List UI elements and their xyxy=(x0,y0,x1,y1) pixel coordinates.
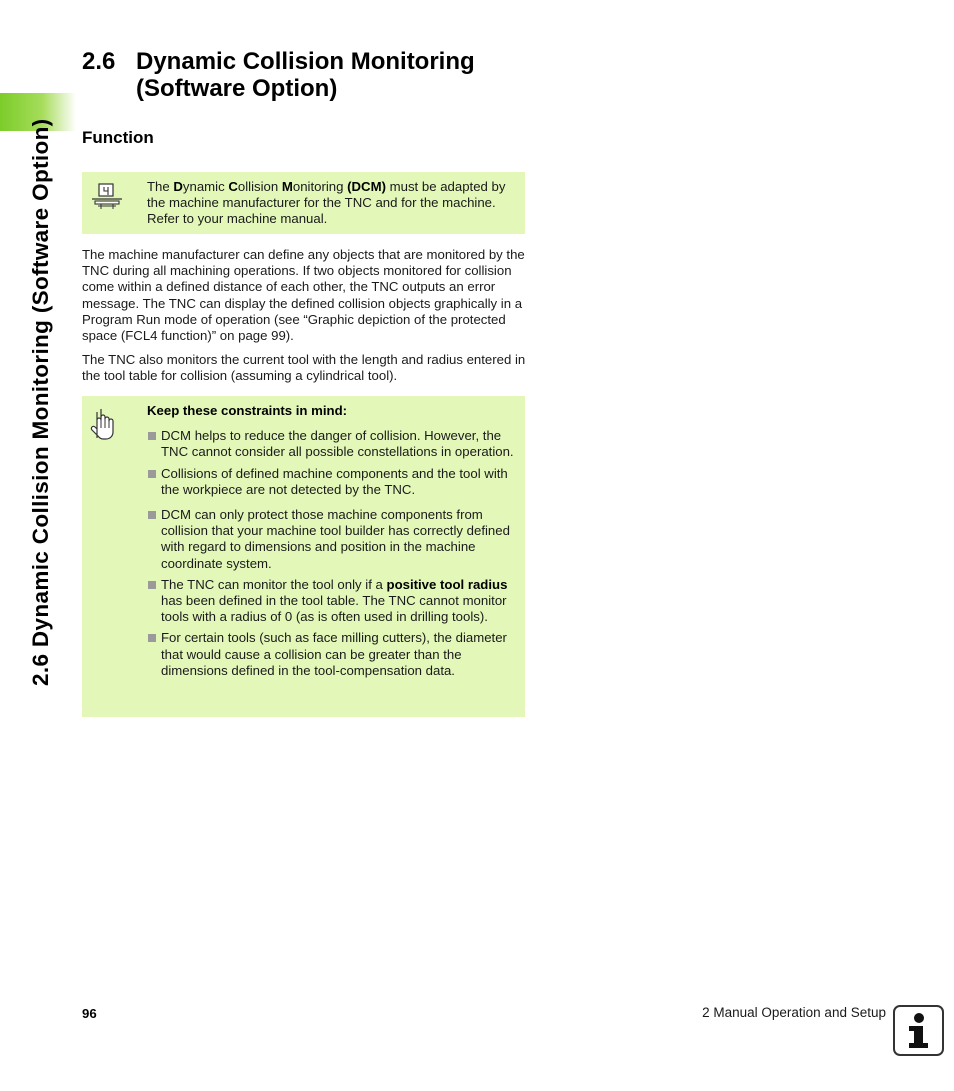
machine-icon xyxy=(88,180,126,217)
body-paragraph-2: The TNC also monitors the current tool with the length and radius entered in the tool table for collision (assuming a cylindrical tool). xyxy=(82,352,526,384)
list-item: For certain tools (such as face milling cutters), the diameter that would cause a collision can be greater than the dimensions defined in the tool-compensation data. xyxy=(147,630,522,679)
pointing-hand-icon xyxy=(88,408,118,449)
side-running-title: 2.6 Dynamic Collision Monitoring (Software Option) xyxy=(28,118,53,686)
constraints-note-box xyxy=(82,396,525,717)
info-icon xyxy=(893,1005,944,1056)
page-number: 96 xyxy=(82,1006,97,1021)
constraints-note-text xyxy=(147,403,522,684)
list-item: DCM helps to reduce the danger of collision. However, the TNC cannot consider all possible constellations in operation. xyxy=(147,428,522,460)
list-item: Collisions of defined machine components and the tool with the workpiece are not detected by the TNC. xyxy=(147,466,522,498)
constraints-heading: Keep these constraints in mind: xyxy=(147,403,348,418)
section-heading: Function xyxy=(82,128,154,147)
body-paragraph-1: The machine manufacturer can define any objects that are monitored by the TNC during all machining operations. If two objects monitored for collision come within a defined distance of each other, the TNC outputs an error message. The TNC can display the defined collision objects graphically in a Program Run mode of operation (see “Graphic depiction of the protected space (FCL4 function)” on page 99). xyxy=(82,247,525,344)
machine-note-text: The Dynamic Collision Monitoring (DCM) must be adapted by the machine manufacturer for the TNC and for the machine. Refer to your machine manual. xyxy=(147,179,506,227)
list-item: DCM can only protect those machine components from collision that your machine tool builder has correctly defined with regard to dimensions and position in the machine coordinate system. xyxy=(147,507,522,572)
chapter-number: 2.6 xyxy=(82,48,116,75)
footer-chapter-label: 2 Manual Operation and Setup xyxy=(702,1005,886,1020)
list-item: The TNC can monitor the tool only if a positive tool radius has been defined in the tool table. The TNC cannot monitor tools with a radius of 0 (as is often used in drilling tools). xyxy=(147,577,522,626)
chapter-title: Dynamic Collision Monitoring (Software Option) xyxy=(136,48,475,102)
machine-note-box xyxy=(82,172,525,234)
